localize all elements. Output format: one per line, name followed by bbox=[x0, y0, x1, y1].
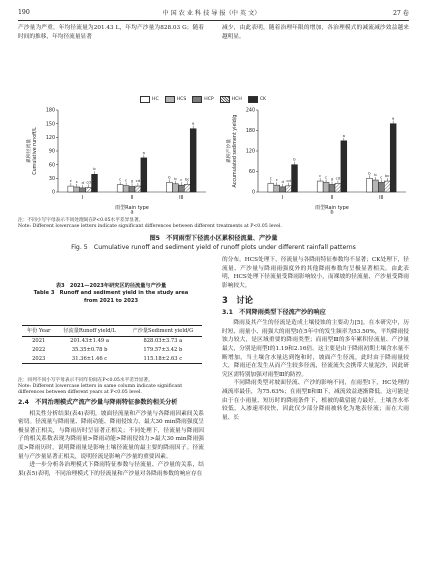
y-tick-label: 60 bbox=[48, 163, 55, 169]
paragraph: 降雨及其产生的径流是造成土壤侵蚀的主要动力[5]。在本研究中，历时短、雨量小、雨强大的雨型Ⅰ在5年中的发生频率为53.50%，平均降雨侵蚀力较大，是区域重要的降雨类型；而雨型Ⅲ的多年累积径流量、产沙量最大，分别是雨型Ⅰ的1.19和2.16倍。这主要是由于降雨初期土壤含水量不断增加，当土壤含水量达到饱和时，坡面产生径流，此时由于降雨量较大，降雨还在发生从而产生较多径流，径流流失会携带大量泥沙，因此研究区需特别加强对雨型Ⅲ的防控。 bbox=[222, 320, 409, 378]
legend-item-hc bbox=[140, 96, 159, 103]
figure-caption bbox=[18, 234, 409, 252]
legend-item-hch bbox=[220, 96, 242, 103]
bar-ck bbox=[190, 129, 196, 192]
bar-hcp bbox=[178, 185, 184, 192]
table-row bbox=[22, 336, 202, 345]
significance-label: d bbox=[281, 178, 284, 184]
significance-label: a bbox=[142, 149, 146, 155]
table-cell: 115.18±2.63 c bbox=[143, 355, 183, 362]
legend-swatch bbox=[165, 96, 175, 103]
significance-label: a bbox=[192, 120, 195, 126]
subsection-heading: 3.1 不同降雨类型下径流产沙的响应 bbox=[222, 308, 326, 316]
legend-label: HC bbox=[152, 97, 159, 102]
y-tick-label: 30 bbox=[48, 176, 55, 182]
page-number: 190 bbox=[18, 8, 30, 16]
table-caption bbox=[18, 283, 204, 305]
bar-ck bbox=[92, 174, 98, 192]
section-heading: 2.4 不同治理模式产流产沙量与降雨特征参数的相关分析 bbox=[18, 399, 178, 406]
y-tick-label: 90 bbox=[48, 149, 55, 155]
legend-label: HCH bbox=[231, 97, 242, 102]
legend-label: HCS bbox=[176, 97, 187, 102]
legend-item-ck bbox=[248, 96, 266, 103]
bar-hch bbox=[184, 184, 190, 192]
table-cell: 31.36±1.46 c bbox=[71, 355, 108, 362]
table-header-cell: 产沙量Sediment yield/G bbox=[132, 328, 194, 335]
bar-hc bbox=[167, 182, 173, 192]
right-para-1 bbox=[222, 256, 409, 290]
table-caption-en2: from 2021 to 2023 bbox=[83, 297, 139, 304]
bar-hcs bbox=[323, 182, 329, 192]
significance-label: c bbox=[269, 175, 272, 181]
table-row bbox=[22, 354, 202, 363]
legend-swatch bbox=[140, 96, 150, 103]
chart-panel-a bbox=[22, 104, 212, 214]
significance-label: c bbox=[319, 173, 322, 179]
legend-swatch bbox=[220, 96, 230, 103]
significance-label: b bbox=[93, 166, 96, 172]
significance-label: d bbox=[81, 179, 84, 185]
bar-hcs bbox=[74, 187, 80, 192]
header-rule bbox=[18, 20, 409, 21]
bar-ck bbox=[292, 165, 298, 192]
y-axis-label: 累积径流量 bbox=[27, 139, 32, 163]
paragraph: 的分布。HCS处理下，径流量与各降雨特征参数均不显著；CK处理下，径流量、产沙量与降雨雨强度外的其他降雨参数均呈极显著相关。由此表明，HCS处理下径流量受降雨影响较小，而裸坡的径流量、产沙量受降雨影响较大。 bbox=[222, 257, 409, 289]
significance-label: d bbox=[130, 178, 134, 184]
significance-label: c bbox=[325, 174, 328, 180]
table-header-cell: 年份 Year bbox=[26, 328, 51, 335]
chart-panel-b bbox=[222, 104, 412, 214]
significance-label: cd bbox=[286, 177, 291, 183]
page-header bbox=[18, 6, 409, 18]
bar-hc bbox=[317, 181, 323, 192]
legend-swatch bbox=[192, 96, 202, 103]
journal-title: 中 国 农 业 科 技 导 报（中 英 文） bbox=[162, 9, 261, 17]
figure-caption-en: Fig. 5 Cumulative runoff and sediment yield of runoff plots under different rainfall patterns bbox=[71, 244, 356, 251]
significance-label: c bbox=[380, 174, 383, 180]
y-tick-label: 240 bbox=[245, 108, 255, 114]
bar-hc bbox=[367, 178, 373, 192]
legend-item-hcs bbox=[165, 96, 187, 103]
table-row bbox=[22, 346, 202, 355]
y-tick-label: 150 bbox=[45, 122, 55, 128]
bar-hc bbox=[268, 183, 274, 192]
significance-label: c bbox=[69, 178, 72, 184]
bar-hcp bbox=[129, 187, 135, 192]
left-top-text bbox=[18, 24, 204, 41]
y-axis-label: 累积产沙量 bbox=[227, 139, 232, 163]
bar-hcs bbox=[172, 184, 178, 192]
y-tick-label: 60 bbox=[248, 170, 255, 176]
legend-label: CK bbox=[259, 97, 267, 102]
significance-label: cd bbox=[86, 179, 91, 185]
table-note bbox=[18, 378, 204, 397]
bar-ck bbox=[341, 141, 347, 192]
figure-caption-cn: 图5 不同雨型下径流小区累积径流量、产沙量 bbox=[149, 235, 278, 242]
volume: 27 卷 bbox=[392, 9, 409, 17]
table-cell: 35.35±0.78 b bbox=[71, 346, 108, 353]
significance-label: c bbox=[180, 177, 183, 183]
significance-label: b bbox=[293, 156, 296, 162]
significance-label: bc bbox=[185, 176, 190, 182]
paragraph: 相关性分析结果(表4)表明，坡面径流量和产沙量与各降雨因素间关系密切。径流量与降雨量、降雨动能、降雨侵蚀力、最大30 min降雨强度呈极显著正相关，与降雨历时呈显著正相关；不同处理下，径流量与降雨因子的相关系数表现为降雨量>降雨动能>降雨侵蚀力>最大30 min降雨强度>降雨历时，说明降雨量是影响土壤径流量的最主要的降雨因子。径流量与产沙量显著正相关，说明径流是影响产沙量的重要因素。 bbox=[18, 410, 204, 460]
bar-hcp bbox=[80, 188, 86, 192]
significance-label: a bbox=[342, 132, 346, 138]
significance-label: b bbox=[374, 172, 377, 178]
table-cell: 179.57±3.42 b bbox=[143, 346, 183, 353]
figure-note-cn: 注：不同小写字母表示不同处理间在P<0.05水平差异显著。 bbox=[18, 218, 144, 223]
table-header-row bbox=[22, 326, 202, 337]
right-top-text bbox=[222, 24, 409, 41]
table-caption-cn: 表3 2021—2023年研究区的径流量与产沙量 bbox=[55, 283, 167, 289]
paragraph: 产沙量为严重，年均径流量为201.43 L，年均产沙量为828.03 G；随着时间的推移，年均径流量显著 bbox=[18, 25, 204, 40]
bar-hcp bbox=[378, 182, 384, 192]
table-note-cn: 注：同列不同小写字母表示不同年份间在P<0.05水平差异显著。 bbox=[18, 378, 153, 383]
section-heading: 3 讨论 bbox=[222, 295, 253, 305]
x-tick-label: III bbox=[379, 195, 384, 201]
significance-label: b bbox=[168, 174, 171, 180]
significance-label: b bbox=[174, 175, 177, 181]
panel-label: a bbox=[130, 209, 134, 214]
bar-hc bbox=[117, 185, 123, 192]
section-3 bbox=[222, 292, 409, 422]
panel-label: b bbox=[330, 209, 334, 214]
table-runoff-sediment bbox=[22, 325, 202, 364]
x-tick-label: III bbox=[179, 195, 184, 201]
y-axis-label: Accumulated sediment yield/g bbox=[233, 114, 238, 188]
table-cell: 201.43±1.49 a bbox=[70, 338, 109, 345]
section-2-4 bbox=[18, 397, 204, 478]
significance-label: c bbox=[119, 176, 122, 182]
bar-ck bbox=[390, 124, 396, 192]
table-cell: 2022 bbox=[32, 346, 46, 353]
bar-hch bbox=[286, 186, 292, 192]
y-tick-label: 180 bbox=[45, 108, 55, 114]
bar-hcs bbox=[274, 185, 280, 192]
significance-label: cd bbox=[335, 175, 341, 181]
x-axis-label: 雨型Rain type bbox=[315, 205, 349, 211]
significance-label: bc bbox=[385, 173, 390, 179]
legend-item-hcp bbox=[192, 96, 213, 103]
significance-label: d bbox=[330, 176, 334, 182]
x-tick-label: II bbox=[130, 195, 134, 201]
table-caption-en1: Table 3 Runoff and sediment yield in the study area bbox=[33, 290, 189, 297]
bar-hch bbox=[86, 187, 92, 192]
x-axis-label: 雨型Rain type bbox=[115, 205, 149, 211]
bar-hch bbox=[135, 186, 141, 192]
significance-label: b bbox=[368, 170, 371, 176]
legend-swatch bbox=[248, 96, 258, 103]
y-tick-label: 180 bbox=[245, 129, 255, 135]
paragraph: 减少，由此表明，随着治理年限的增加，各治理模式的减流减沙效益越来越明显。 bbox=[222, 25, 409, 40]
significance-label: c bbox=[275, 177, 278, 183]
x-tick-label: I bbox=[281, 195, 284, 201]
bar-hcs bbox=[123, 186, 129, 192]
significance-label: cd bbox=[135, 178, 141, 184]
bar-hch bbox=[384, 181, 390, 192]
y-tick-label: 0 bbox=[51, 190, 55, 196]
bar-hcs bbox=[372, 180, 378, 192]
table-cell: 828.03±3.73 a bbox=[143, 338, 183, 345]
bar-hcp bbox=[329, 184, 335, 192]
significance-label: c bbox=[75, 178, 78, 184]
table-cell: 2021 bbox=[32, 338, 46, 345]
figure-note-en: Note: Different lowercase letters indicate significant differences between different treatments at P<0.05 level. bbox=[18, 224, 282, 230]
table-note-en: Note: Different lowercase letters in same column indicate significant differences between different years at P<0.05 level. bbox=[18, 384, 183, 396]
chart-legend bbox=[140, 96, 266, 103]
bar-hc bbox=[68, 186, 74, 192]
bar-ck bbox=[141, 158, 147, 192]
y-tick-label: 0 bbox=[251, 190, 255, 196]
x-tick-label: II bbox=[330, 195, 334, 201]
paragraph: 不同降雨类型对坡面径流、产沙的影响不同，在雨型Ⅰ下，HC处理的减流率最佳，为75.63%；在雨型Ⅱ和Ⅲ下，减流效益逐渐降低。这可能是由于在小雨量、短历时的降雨条件下，植被的截留能力最好，土壤含水率较低，入渗速率较快，因此仅少部分降雨被转化为地表径流；而在大雨量、长 bbox=[222, 380, 409, 421]
table-header-cell: 径流量Runoff yield/L bbox=[63, 328, 116, 335]
significance-label: c bbox=[125, 177, 128, 183]
y-axis-label: Cumulative runoff/L bbox=[33, 127, 38, 175]
figure-note bbox=[18, 218, 409, 230]
y-tick-label: 120 bbox=[245, 149, 255, 155]
bar-hcp bbox=[280, 187, 286, 192]
table-cell: 2023 bbox=[32, 355, 46, 362]
x-tick-label: I bbox=[81, 195, 84, 201]
paragraph: 进一步分析各治理模式下降雨特征参数与径流量、产沙量的关系，结果(表5)表明，不同治理模式下的径流量和产沙量对各降雨参数的响应存在 bbox=[18, 462, 204, 477]
legend-label: HCP bbox=[204, 97, 214, 102]
significance-label: a bbox=[392, 115, 395, 121]
bar-hch bbox=[335, 183, 341, 192]
y-tick-label: 120 bbox=[45, 135, 55, 141]
